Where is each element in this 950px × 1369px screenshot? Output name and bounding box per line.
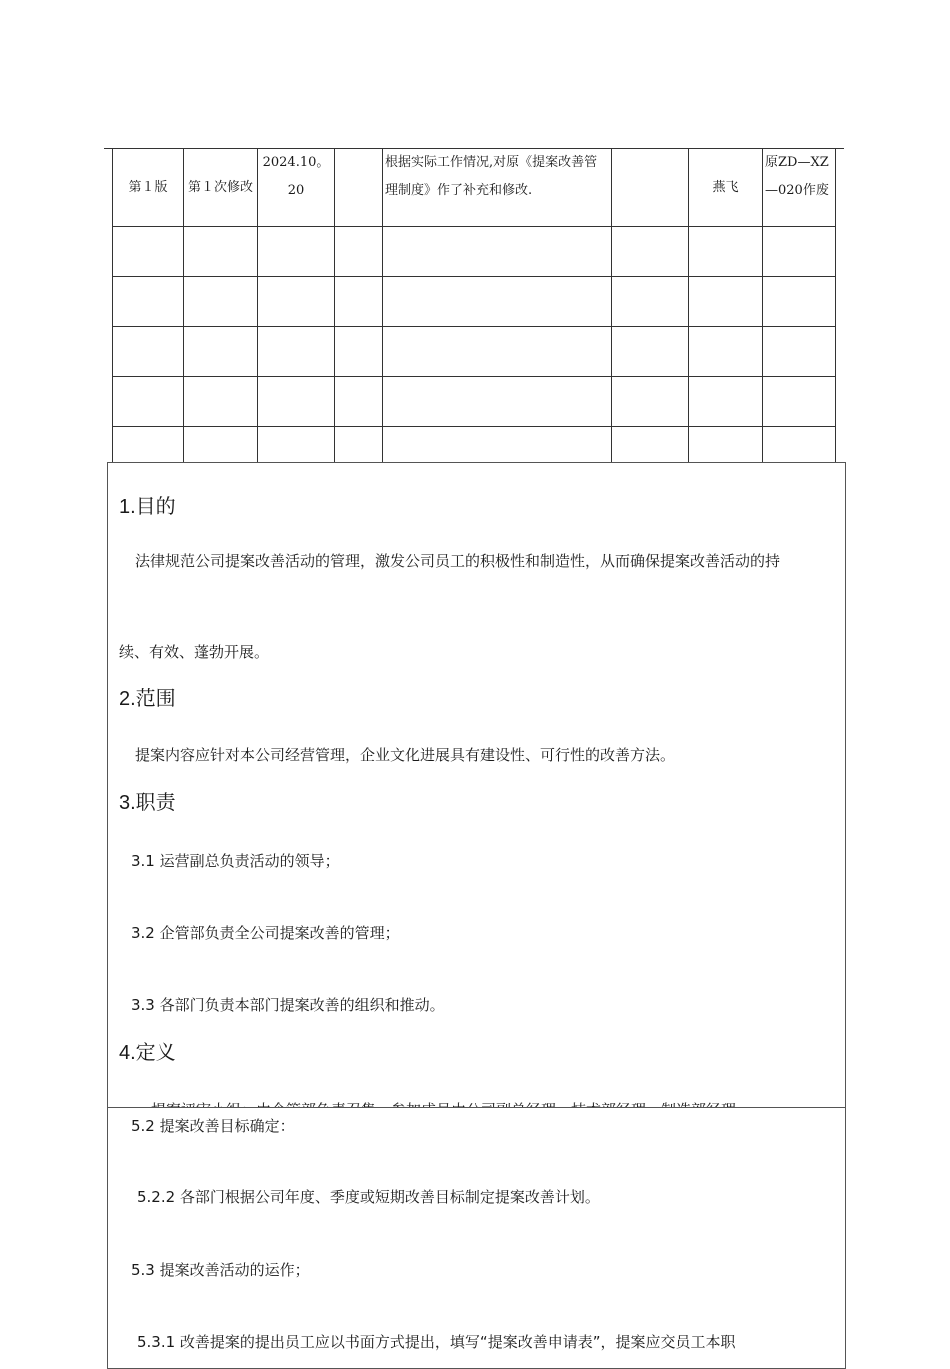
list-item: 5.3.1 改善提案的提出员工应以书面方式提出，填写“提案改善申请表”，提案应交员工本职	[137, 1333, 736, 1351]
list-item: 3.2 企管部负责全公司提案改善的管理；	[131, 924, 400, 942]
section-2-title: 2.范围	[119, 688, 176, 710]
document-page-1	[107, 462, 846, 1124]
list-item: 5.2 提案改善目标确定：	[131, 1117, 295, 1135]
version-cell: 第１版	[113, 149, 184, 227]
note-cell: 原ZD—XZ—020作废	[763, 149, 836, 227]
revision-cell: 第１次修改	[184, 149, 258, 227]
table-row	[113, 227, 836, 277]
empty-cell	[612, 149, 689, 227]
section-2-para: 提案内容应针对本公司经营管理，企业文化进展具有建设性、可行性的改善方法。	[135, 746, 676, 764]
section-1-title: 1.目的	[119, 496, 176, 518]
list-item: 5.3 提案改善活动的运作；	[131, 1261, 310, 1279]
document-page-2	[107, 1107, 846, 1369]
table-row	[113, 327, 836, 377]
section-1-para-cont: 续、有效、蓬勃开展。	[119, 643, 270, 661]
table-row	[113, 149, 836, 227]
content-cell: 根据实际工作情况,对原《提案改善管理制度》作了补充和修改.	[383, 149, 612, 227]
revision-history-table	[112, 148, 836, 477]
section-3-title: 3.职责	[119, 792, 176, 814]
list-item: 3.1 运营副总负责活动的领导；	[131, 852, 340, 870]
section-1-para: 法律规范公司提案改善活动的管理，激发公司员工的积极性和制造性，从而确保提案改善活动的持	[135, 552, 781, 570]
date-cell: 2024.10。20	[258, 149, 335, 227]
table-row	[113, 377, 836, 427]
table-row	[113, 277, 836, 327]
list-item: 5.2.2 各部门根据公司年度、季度或短期改善目标制定提案改善计划。	[137, 1188, 600, 1206]
section-4-title: 4.定义	[119, 1042, 176, 1064]
list-item: 3.3 各部门负责本部门提案改善的组织和推动。	[131, 996, 445, 1014]
extra-cell	[335, 149, 383, 227]
person-cell: 燕飞	[689, 149, 763, 227]
